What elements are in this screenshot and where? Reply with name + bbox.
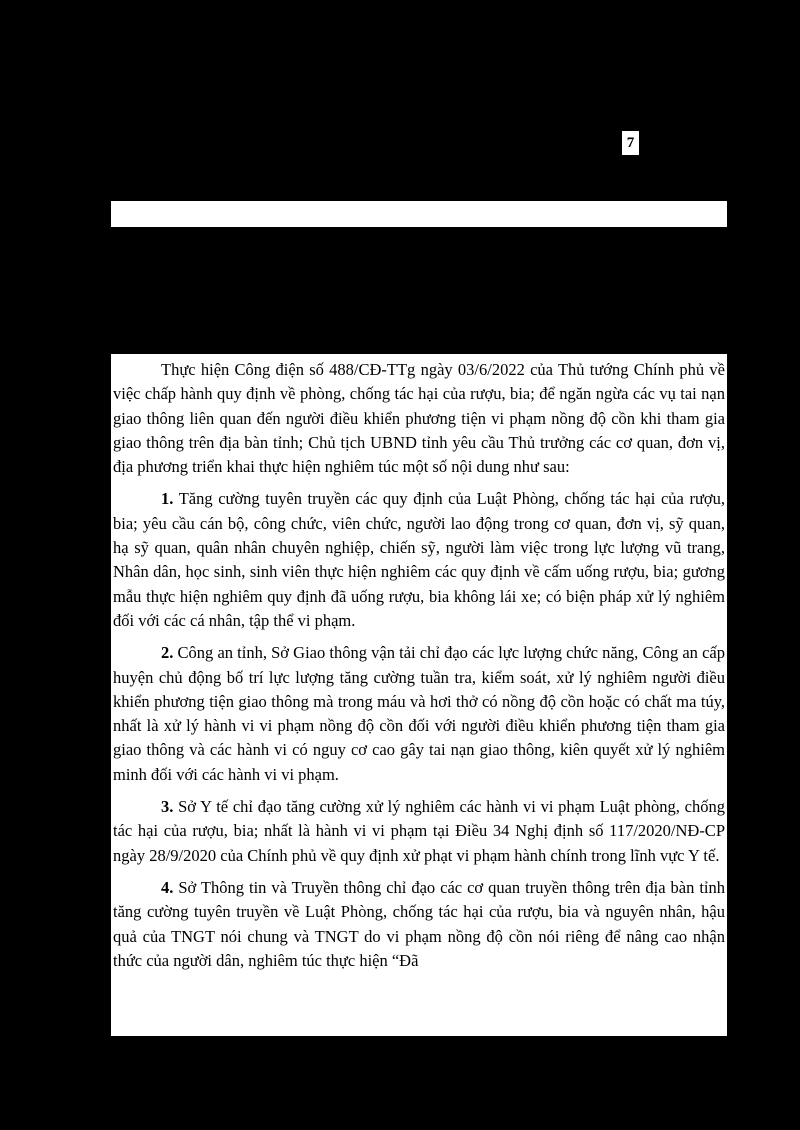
item-number: 4.	[161, 877, 174, 897]
paragraph-text: Sở Thông tin và Truyền thông chỉ đạo các cơ quan truyền thông trên địa bàn tỉnh tăng cường tuyên truyền về Luật Phòng, chống tác hại của rượu, bia và nguyên nhân, hậu quả của TNGT nói chung và TNGT do vi phạm nồng độ cồn nói riêng để nâng cao nhận thức của người dân, nghiêm túc thực hiện “Đã	[113, 877, 726, 970]
item-3-paragraph	[113, 795, 725, 868]
intro-paragraph	[113, 358, 725, 479]
item-1-paragraph	[113, 487, 725, 633]
paragraph-text: Công an tỉnh, Sở Giao thông vận tải chỉ đạo các lực lượng chức năng, Công an cấp huyện chủ động bố trí lực lượng tăng cường tuần tra, kiểm soát, xử lý nghiêm người điều khiển phương tiện giao thông mà trong máu và hơi thở có nồng độ cồn hoặc có chất ma túy, nhất là xử lý hành vi vi phạm nồng độ cồn đối với người điều khiển phương tiện tham gia giao thông và các hành vi có nguy cơ cao gây tai nạn giao thông, kiên quyết xử lý nghiêm minh đối với các hành vi vi phạm.	[113, 643, 725, 784]
document-body	[111, 354, 727, 1036]
item-number: 1.	[161, 489, 174, 509]
redaction-band	[111, 201, 727, 227]
page-number: 7	[622, 131, 639, 155]
paragraph-text: Sở Y tế chỉ đạo tăng cường xử lý nghiêm các hành vi vi phạm Luật phòng, chống tác hại của rượu, bia; nhất là hành vi vi phạm tại Điều 34 Nghị định số 117/2020/NĐ-CP ngày 28/9/2020 của Chính phủ về quy định xử phạt vi phạm hành chính trong lĩnh vực Y tế.	[113, 797, 725, 865]
item-2-paragraph	[113, 641, 725, 787]
item-number: 2.	[161, 643, 174, 663]
paragraph-text: Thực hiện Công điện số 488/CĐ-TTg ngày 03/6/2022 của Thủ tướng Chính phủ về việc chấp hành quy định về phòng, chống tác hại của rượu, bia; để ngăn ngừa các vụ tai nạn giao thông liên quan đến người điều khiển phương tiện vi phạm nồng độ cồn khi tham gia giao thông trên địa bàn tỉnh; Chủ tịch UBND tỉnh yêu cầu Thủ trưởng các cơ quan, đơn vị, địa phương triển khai thực hiện nghiêm túc một số nội dung như sau:	[113, 360, 725, 477]
item-4-paragraph	[113, 876, 725, 973]
paragraph-text: Tăng cường tuyên truyền các quy định của Luật Phòng, chống tác hại của rượu, bia; yêu cầu cán bộ, công chức, viên chức, người lao động trong cơ quan, đơn vị, sỹ quan, hạ sỹ quan, quân nhân chuyên nghiệp, chiến sỹ, người làm việc trong lực lượng vũ trang, Nhân dân, học sinh, sinh viên thực hiện nghiêm các quy định về cấm uống rượu, bia; gương mẫu thực hiện nghiêm quy định đã uống rượu, bia không lái xe; có biện pháp xử lý nghiêm đối với các cá nhân, tập thể vi phạm.	[113, 489, 726, 630]
item-number: 3.	[161, 797, 174, 817]
